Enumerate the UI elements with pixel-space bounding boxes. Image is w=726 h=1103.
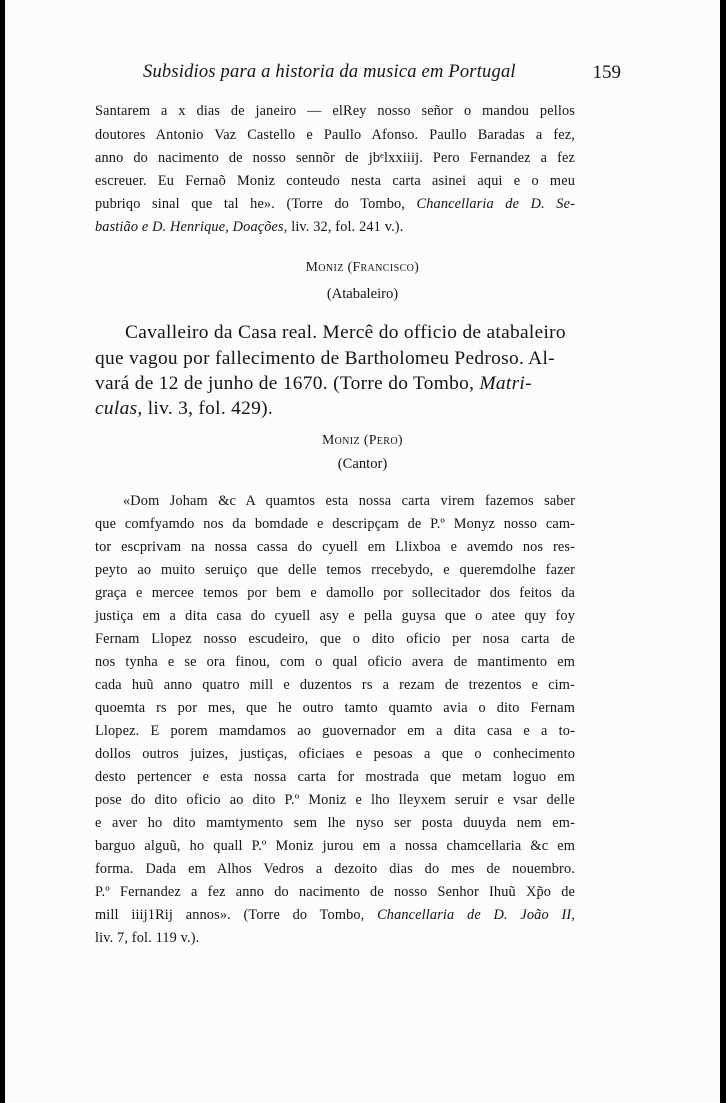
book-page [5,0,720,1103]
pero-line-18: P.º Fernandez a fez anno do nacimento de nosso Senhor Ihuũ Xp̃o de [95,884,575,900]
pero-line-5: graça e mercee temos por bem e damollo por sollecitador dos feitos da [95,585,575,601]
francisco-line-1: Cavalleiro da Casa real. Mercê do officio de atabaleiro [125,322,566,343]
pero-line-11: Llopez. E porem mamdamos ao guovernador em a dita casa e a to- [95,723,575,739]
francisco-line-2: que vagou por fallecimento de Bartholomeu Pedroso. Al- [95,348,555,369]
entry-role-pero: (Cantor) [337,456,388,472]
entry-heading-francisco: Moniz (Francisco) [305,259,420,274]
pero-line-6: justiça em a dita casa do cyuell asy e pella guysa que o atee quy foy [95,608,575,624]
pero-line-16: barguo alguũ, ho quall P.º Moniz jurou em a nossa chamcellaria &c em [95,838,575,854]
pero-line-15: e aver ho dito mamtymento sem lhe nyso ser posta duuyda nem em- [95,815,575,831]
prev-entry-line-1: Santarem a x dias de janeiro — elRey nosso señor o mandou pellos [95,103,575,119]
francisco-line-4: culas, liv. 3, fol. 429). [95,398,274,419]
pero-line-4: peyto ao muito seruiço que delle temos rrecebydo, e queremdolhe fazer [95,562,575,578]
pero-line-13: desto pertencer e esta nossa carta for mostrada que metam loguo em [95,769,575,785]
pero-line-10: quoemta rs por mes, que he outro tamto quamto avia o dito Fernam [95,700,575,716]
running-title: Subsidios para a historia da musica em Portugal [143,62,516,82]
entry-heading-pero: Moniz (Pero) [322,432,403,447]
prev-entry-line-4: escreuer. Eu Fernaõ Moniz conteudo nesta carta asinei aqui e o meu [95,173,575,189]
pero-line-14: pose do dito oficio ao dito P.º Moniz e lho lleyxem seruir e vsar delle [95,792,575,808]
prev-entry-line-2: doutores Antonio Vaz Castello e Paullo Afonso. Paullo Baradas a fez, [95,127,575,143]
prev-entry-line-6: bastião e D. Henrique, Doações, liv. 32, fol. 241 v.). [95,219,404,235]
pero-line-9: cada huũ anno quatro mill e duzentos rs a rezam de trezentos e cim- [95,677,575,693]
pero-line-12: dollos outros juizes, justiças, oficiaes e pesoas a que o conhecimento [95,746,575,762]
page-number: 159 [592,62,621,83]
pero-line-8: nos tynha e se ora finou, com o qual oficio avera de mantimento em [95,654,575,670]
pero-line-20: liv. 7, fol. 119 v.). [95,930,200,946]
running-header [143,62,621,90]
entry-role-francisco: (Atabaleiro) [326,286,399,302]
pero-line-2: que comfyamdo nos da bomdade e descripçam de P.º Monyz nosso cam- [95,516,575,532]
pero-line-17: forma. Dada em Alhos Vedros a dezoito dias do mes de nouembro. [95,861,575,877]
prev-entry-line-5: pubriqo sinal que tal he». (Torre do Tombo, Chancellaria de D. Se- [95,196,576,212]
pero-line-7: Fernam Llopez nosso escudeiro, que o dito oficio per nosa carta de [95,631,575,647]
pero-line-1: «Dom Joham &c A quamtos esta nossa carta virem fazemos saber [123,493,575,509]
pero-line-19: mill iiij1Rij annos». (Torre do Tombo, Chancellaria de D. João II, [95,907,575,923]
pero-line-3: tor escprivam na nossa cassa do cyuell em Llixboa e avemdo nos res- [95,539,575,555]
francisco-line-3: vará de 12 de junho de 1670. (Torre do Tombo, Matri- [95,373,532,394]
prev-entry-line-3: anno do nacimento de nosso sennõr de jbᵉlxxiiij. Pero Fernandez a fez [95,150,575,166]
